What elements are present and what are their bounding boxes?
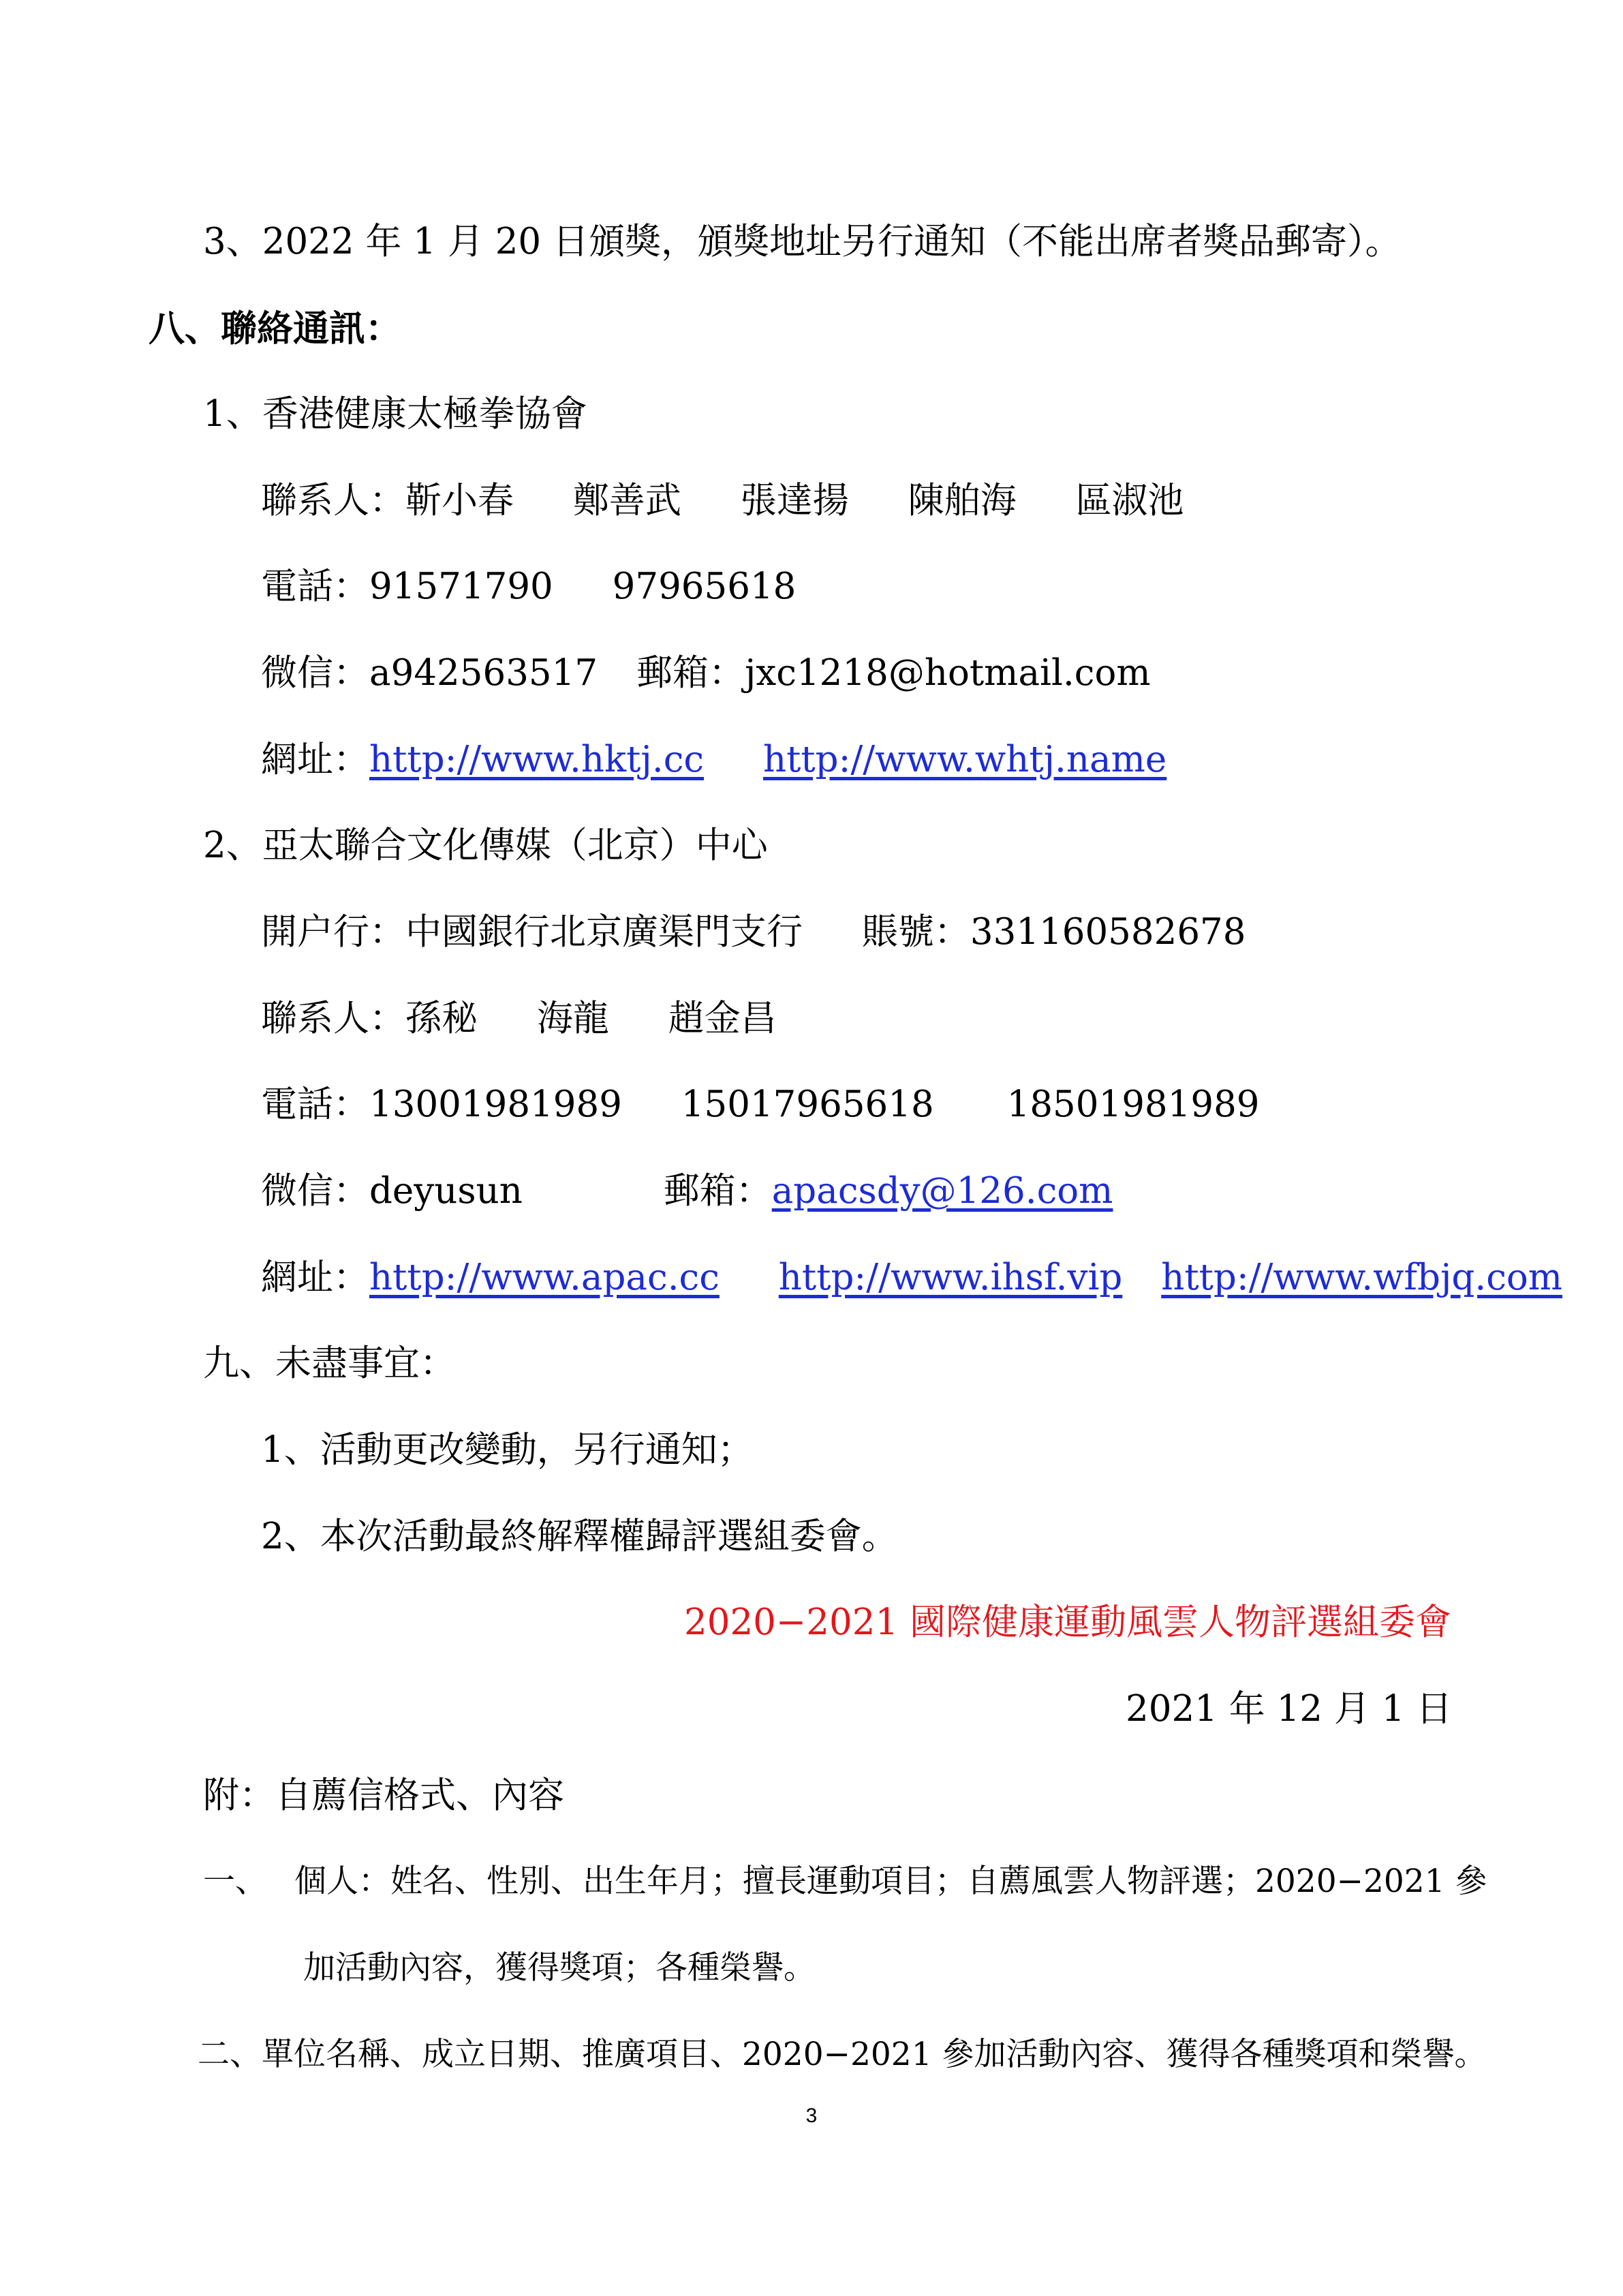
phone-number: 15017965618 (681, 1084, 934, 1125)
wechat-label: 微信： (261, 1170, 369, 1212)
website-label: 網址： (261, 739, 369, 780)
website-link-apac[interactable]: http://www.apac.cc (369, 1257, 720, 1298)
appendix-item-1-cont: 加活動內容，獲得獎項；各種榮譽。 (303, 1949, 816, 1987)
contact-name: 鄭善武 (572, 480, 681, 521)
org2-heading: 2、亞太聯合文化傳媒（北京）中心 (203, 825, 768, 866)
section-9-title: 九、未盡事宜： (203, 1343, 456, 1384)
email-label: 郵箱： (663, 1170, 772, 1212)
contact-label: 聯系人： (261, 998, 405, 1039)
committee-signature: 2020−2021 國際健康運動風雲人物評選組委會 (684, 1602, 1452, 1643)
org2-phones (261, 1081, 1260, 1129)
org1-heading: 1、香港健康太極拳協會 (203, 393, 587, 435)
phone-label: 電話： (261, 566, 369, 607)
wechat-label: 微信： (261, 652, 369, 694)
contact-label: 聯系人： (261, 480, 405, 521)
phone-number: 13001981989 (369, 1084, 622, 1125)
phone-number: 18501981989 (1006, 1084, 1260, 1125)
email-label: 郵箱： (636, 652, 745, 694)
section-8-title: 八、聯絡通訊： (149, 307, 401, 350)
email-link[interactable]: apacsdy@126.com (771, 1170, 1113, 1212)
website-label: 網址： (261, 1257, 369, 1298)
appendix-item-2: 二、單位名稱、成立日期、推廣項目、2020−2021 參加活動內容、獲得各種獎項和榮譽。 (198, 2036, 1487, 2073)
org2-bank (261, 908, 1246, 956)
wechat-id: a942563517 (369, 652, 598, 694)
org1-contacts (261, 477, 1184, 525)
website-link-ihsf[interactable]: http://www.ihsf.vip (778, 1257, 1123, 1298)
appendix-title: 附：自薦信格式、內容 (203, 1775, 564, 1816)
website-link-wfbjq[interactable]: http://www.wfbjq.com (1161, 1257, 1563, 1298)
account-number: 331160582678 (970, 911, 1246, 953)
org1-wechat-email (261, 649, 1151, 697)
org1-websites (261, 736, 1166, 784)
contact-name: 區淑池 (1075, 480, 1184, 521)
org2-websites (261, 1254, 1562, 1302)
contact-name: 張達揚 (740, 480, 849, 521)
phone-label: 電話： (261, 1084, 369, 1125)
email-address: jxc1218@hotmail.com (744, 652, 1151, 694)
contact-name: 趙金昌 (668, 998, 777, 1039)
wechat-id: deyusun (369, 1170, 523, 1212)
section-9-item: 2、本次活動最終解釋權歸評選組委會。 (261, 1516, 898, 1557)
org2-contacts (261, 995, 777, 1043)
website-link-whtj[interactable]: http://www.whtj.name (762, 739, 1167, 780)
appendix-item-1 (203, 1858, 1487, 1905)
appendix-item-number: 一、 (203, 1863, 267, 1900)
page-number: 3 (805, 2104, 818, 2127)
org2-wechat-email (261, 1167, 1113, 1215)
contact-name: 靳小春 (405, 480, 514, 521)
section-9-item: 1、活動更改變動，另行通知； (261, 1429, 754, 1471)
phone-number: 91571790 (369, 566, 553, 607)
bank-name: 中國銀行北京廣渠門支行 (405, 911, 803, 953)
bank-label: 開户行： (261, 911, 405, 953)
contact-name: 孫秘 (405, 998, 478, 1039)
org1-phones (261, 563, 796, 611)
appendix-item-text: 個人：姓名、性別、出生年月；擅長運動項目；自薦風雲人物評選；2020−2021 參 (294, 1863, 1487, 1900)
website-link-hktj[interactable]: http://www.hktj.cc (369, 739, 705, 780)
award-notice: 3、2022 年 1 月 20 日頒獎，頒獎地址另行通知（不能出席者獎品郵寄）。 (203, 221, 1402, 262)
account-label: 賬號： (861, 911, 970, 953)
signature-date: 2021 年 12 月 1 日 (1126, 1688, 1453, 1730)
contact-name: 陳舶海 (908, 480, 1017, 521)
contact-name: 海龍 (536, 998, 609, 1039)
phone-number: 97965618 (612, 566, 797, 607)
